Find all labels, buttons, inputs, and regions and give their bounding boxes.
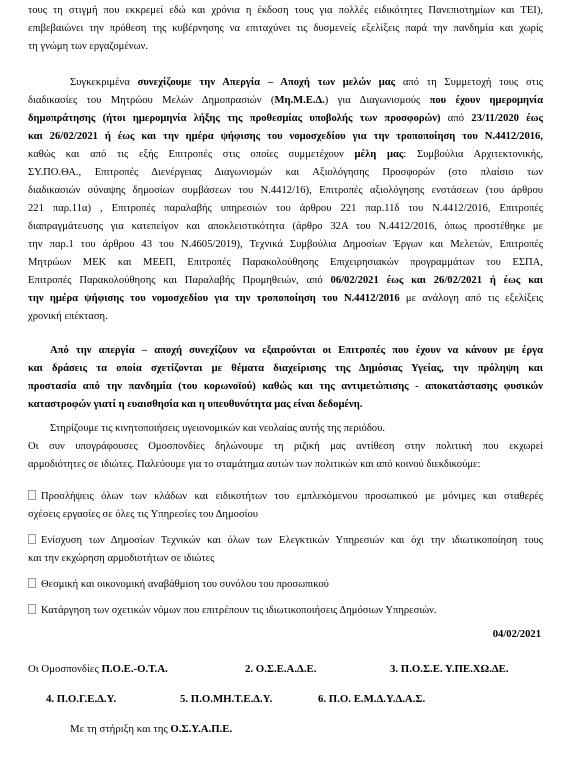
support-line: Με τη στήριξη και της Ο.Σ.Υ.Α.Π.Ε. — [70, 723, 233, 735]
list-item: Ενίσχυση των Δημοσίων Τεχνικών και όλων των Ελεγκτικών Υπηρεσιών και όχι την ιδιωτικοποίηση τους — [28, 532, 543, 551]
paragraph-line: χρονική επέκταση. — [28, 311, 108, 322]
signatory-5: 5. Π.Ο.ΜΗ.Τ.Ε.Δ.Υ. — [180, 693, 273, 705]
paragraph-line: αρμοδιότητες σε ιδιώτες. Παλεύουμε για το σταμάτημα αυτών των πολιτικών και από κοινού διεκδικούμε: — [28, 459, 481, 470]
paragraph-line: Στηρίζουμε τις κινητοποιήσεις υγειονομικών και νεολαίας αυτής της περιόδου. — [50, 423, 385, 434]
signatory-1: Οι Ομοσπονδίες Π.Ο.Ε.-Ο.Τ.Α. — [28, 663, 168, 675]
paragraph-line: και 26/02/2021 ή έως και την ημέρα ψήφισης του νομοσχεδίου για την τροποποίηση του Ν.4412/2016, — [28, 131, 543, 142]
paragraph-line: Οι συν υπογράφουσες Ομοσπονδίες δηλώνουμε τη ριζική μας αντίθεση στην πολιτική που εκχωρεί — [28, 441, 543, 452]
paragraph-line: Επιτροπές Παρακολούθησης και Παραλαβής Προμηθειών, από 06/02/2021 έως και 26/02/2021 ή έως και — [28, 275, 543, 286]
paragraph-line: την παρ.1 του άρθρου 43 του Ν.4605/2019), Τεχνικά Συμβούλια Δημοσίων Έργων και Μελετών, Επιτροπές — [28, 239, 543, 250]
checkbox-bullet-icon — [28, 578, 36, 588]
signatory-2: 2. Ο.Σ.Ε.Α.Δ.Ε. — [245, 663, 317, 675]
paragraph-line: καταστροφών γιατί η ευαισθησία και η υπευθυνότητα μας είναι δεδομένη. — [28, 399, 363, 410]
checkbox-bullet-icon — [28, 534, 36, 544]
paragraph-line: διαδικασιών σύναψης δημοσίων συμβάσεων του Ν.4412/16), Επιτροπές αξιολόγησης ενστάσεων (του άρθρου — [28, 185, 543, 196]
list-item: Κατάργηση των σχετικών νόμων που επιτρέπουν τις ιδιωτικοποιήσεις Δημόσιων Υπηρεσιών. — [28, 602, 437, 621]
paragraph-line: την ημέρα ψήφισης του νομοσχεδίου για την τροποποίηση του Ν.4412/2016 με ανάλογη από τις εξελίξεις — [28, 293, 543, 304]
paragraph-line: επιβεβαιώνει την πρόθεση της κυβέρνησης να επιταχύνει τις δυσμενείς εξελίξεις παρά την πανδημία και χωρίς — [28, 23, 543, 34]
checkbox-bullet-icon — [28, 490, 36, 500]
paragraph-line: προστασία από την πανδημία (του κορωνοϊού) καθώς και της αντιμετώπισης - αποκατάστασης φυσικών — [28, 381, 543, 392]
paragraph-line: τη γνώμη των εργαζομένων. — [28, 41, 149, 52]
signatory-4: 4. Π.Ο.Γ.Ε.Δ.Υ. — [46, 693, 117, 705]
paragraph-line: δημοπράτησης (ήτοι ημερομηνία λήξης της προθεσμίας υποβολής των προσφορών) από 23/11/2020 έως — [28, 113, 543, 124]
paragraph-line: και δράσεις τα οποία σχετίζονται με θέματα διαχείρισης της Δημόσιας Υγείας, την πρόληψη και — [28, 363, 543, 374]
paragraph-line: Συγκεκριμένα συνεχίζουμε την Απεργία – Αποχή των μελών μας από τη Συμμετοχή τους στις — [70, 77, 543, 88]
signatory-6: 6. Π.Ο. Ε.Μ.Δ.Υ.Δ.Α.Σ. — [318, 693, 426, 705]
paragraph-line: καθώς και από τις εξής Επιτροπές στις οποίες συμμετέχουν μέλη μας: Συμβούλια Αρχιτεκτονικής, — [28, 149, 543, 160]
paragraph-line: Από την απεργία – αποχή συνεχίζουν να εξαιρούνται οι Επιτροπές που έχουν να κάνουν με έργα — [50, 345, 543, 356]
checkbox-bullet-icon — [28, 604, 36, 614]
document-date: 04/02/2021 — [492, 629, 541, 640]
paragraph-line: Μητρώων ΜΕΚ και ΜΕΕΠ, Επιτροπές Παρακολούθησης Επιχειρησιακών προγραμμάτων του ΕΣΠΑ, — [28, 257, 543, 268]
paragraph-line: 221 παρ.11α) , Επιτροπές παραλαβής υπηρεσιών του άρθρου 221 παρ.11δ του Ν.4412/2016, Επιτροπές — [28, 203, 543, 214]
paragraph-line: τους τη στιγμή που εκκρεμεί εδώ και χρόνια η έκδοση τους για πολλές ειδικότητες Πανεπιστημίων και ΤΕΙ), — [28, 5, 543, 16]
list-item-continuation: και την εκχώρηση αρμοδιοτήτων σε ιδιώτες — [28, 553, 215, 564]
signatory-3: 3. Π.Ο.Σ.Ε. Υ.ΠΕ.ΧΩ.ΔΕ. — [390, 663, 509, 675]
list-item-continuation: σχέσεις εργασίες σε όλες τις Υπηρεσίες του Δημοσίου — [28, 509, 259, 520]
paragraph-line: διαπραγμάτευσης για κατεπείγον και αποκλειστικότητα (άρθρο 32Α του Ν.4412/2016, όπως προστέθηκε με — [28, 221, 543, 232]
list-item: Προσλήψεις όλων των κλάδων και ειδικοτήτων του εμπλεκόμενου προσωπικού με μόνιμες και σταθερές — [28, 488, 543, 507]
paragraph-line: ΣΥ.ΠΟ.ΘΑ., Επιτροπές Διενέργειας Διαγωνισμών και Αξιολόγησης Προσφορών (στο πλαίσιο των — [28, 167, 543, 178]
list-item: Θεσμική και οικονομική αναβάθμιση του συνόλου του προσωπικού — [28, 576, 329, 595]
paragraph-line: διαδικασίες του Μητρώου Μελών Δημοπρασιών (Μη.Μ.Ε.Δ.) για Διαγωνισμούς που έχουν ημερομηνία — [28, 95, 544, 106]
